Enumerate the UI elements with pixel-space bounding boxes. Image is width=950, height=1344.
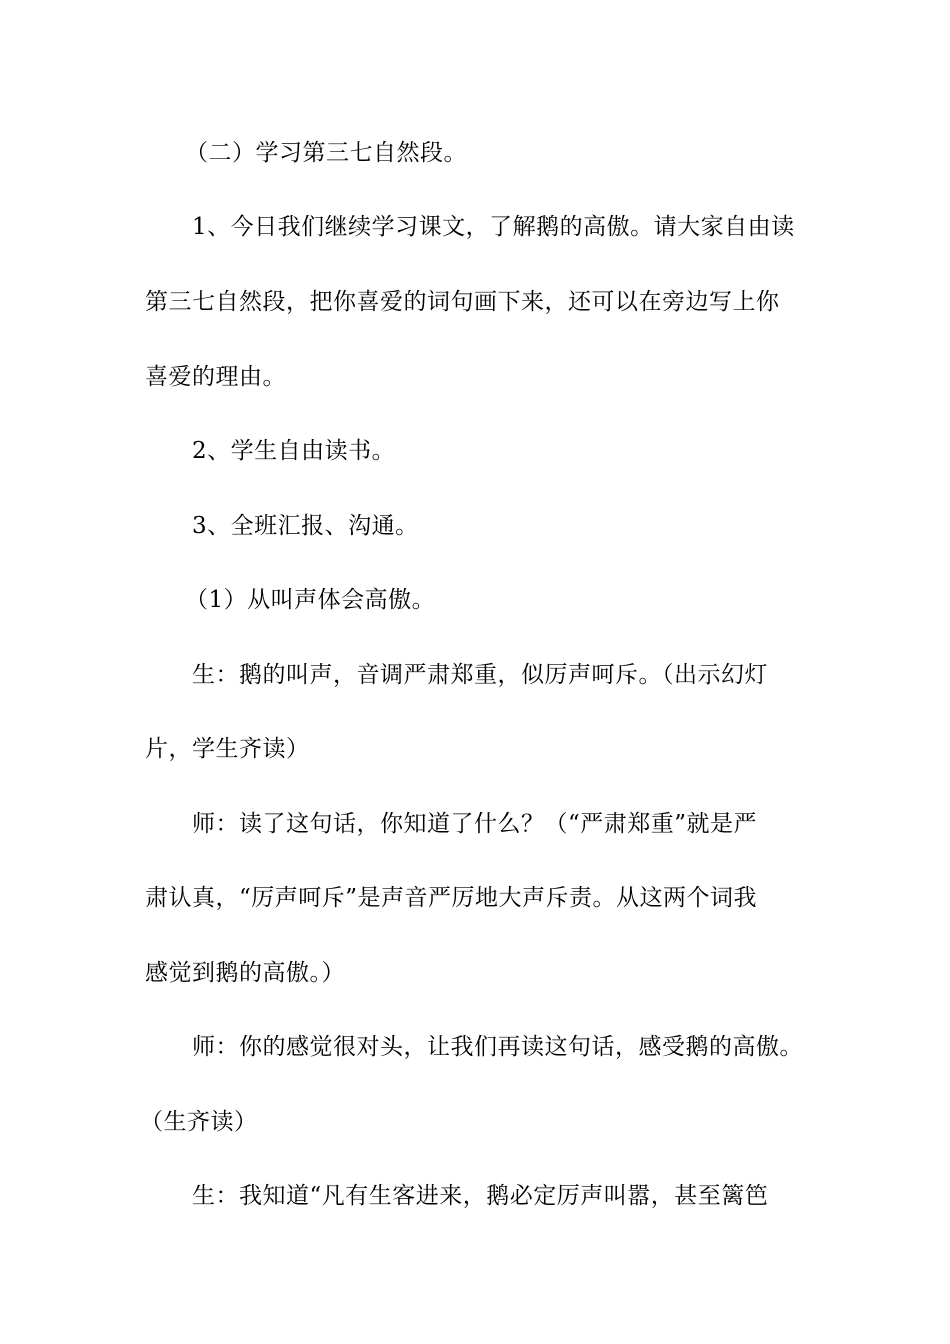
section-heading: （二）学习第三七自然段。	[185, 140, 467, 166]
paragraph-line: 2、学生自由读书。	[192, 438, 396, 464]
paragraph-line: 喜爱的理由。	[145, 364, 286, 390]
subsection-heading: （1）从叫声体会高傲。	[185, 587, 436, 613]
paragraph-line: 片，学生齐读）	[145, 736, 310, 762]
paragraph-line: 肃认真，“厉声呵斥”是声音严厉地大声斥责。从这两个词我	[145, 885, 758, 911]
paragraph-line: 第三七自然段，把你喜爱的词句画下来，还可以在旁边写上你	[145, 289, 780, 315]
paragraph-line: 感觉到鹅的高傲。）	[145, 960, 345, 986]
paragraph-line: 3、全班汇报、沟通。	[192, 513, 419, 539]
paragraph-line: 生：鹅的叫声，音调严肃郑重，似厉声呵斥。（出示幻灯	[192, 662, 768, 688]
paragraph-line: 师：你的感觉很对头，让我们再读这句话，感受鹅的高傲。	[192, 1034, 803, 1060]
paragraph-line: 1、今日我们继续学习课文，了解鹅的高傲。请大家自由读	[192, 214, 795, 240]
paragraph-line: （生齐读）	[140, 1109, 258, 1135]
paragraph-line: 生：我知道“凡有生客进来，鹅必定厉声叫嚣，甚至篱笆	[192, 1183, 769, 1209]
paragraph-line: 师：读了这句话，你知道了什么？（“严肃郑重”就是严	[192, 811, 758, 837]
